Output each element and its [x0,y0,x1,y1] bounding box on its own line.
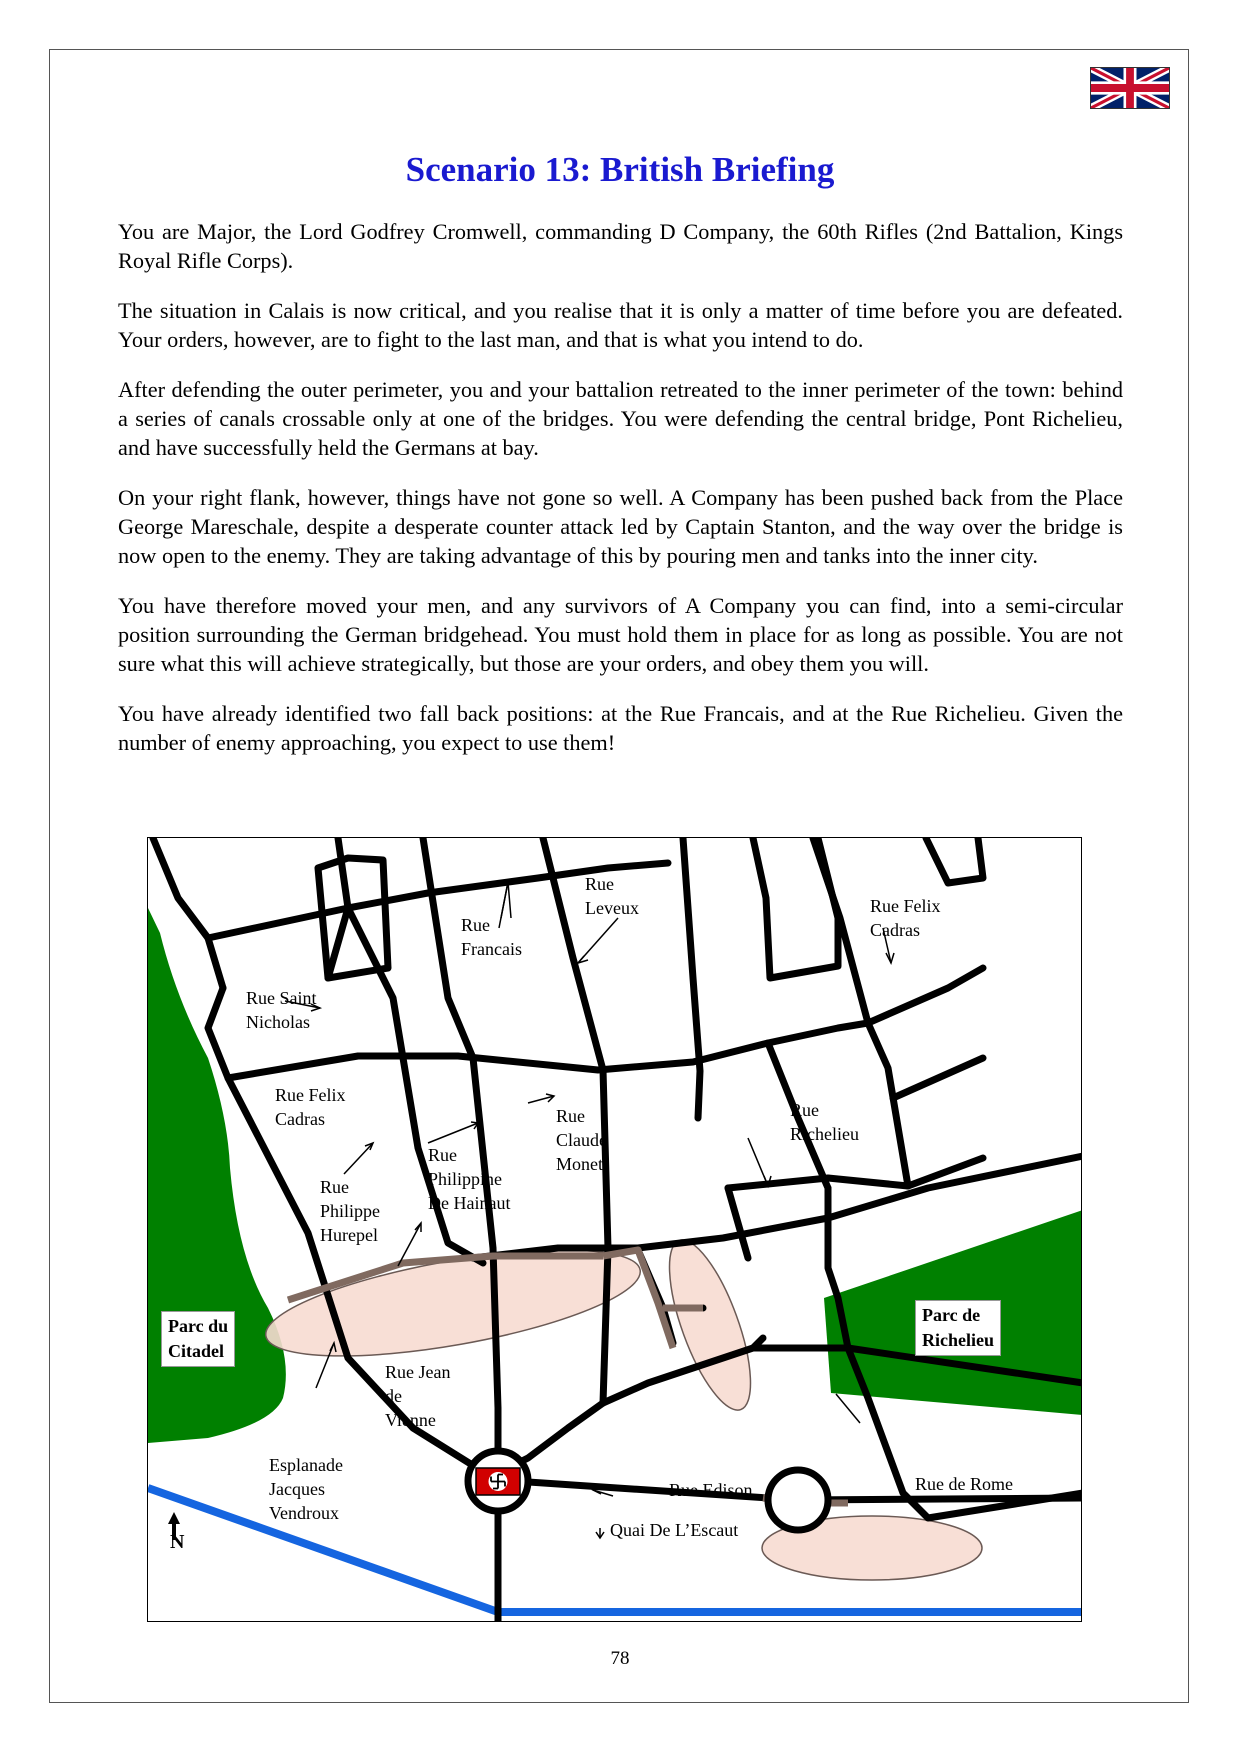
map-label-rue-philippe-hurepel: Rue Philippe Hurepel [320,1177,381,1245]
page-number: 78 [610,1648,630,1669]
map-label-rue-philippine-de-hainaut: Rue Philippine De Hainaut [428,1145,511,1213]
swastika-flag-marker-icon [476,1468,520,1495]
map-label-rue-edison: Rue Edison [669,1480,753,1500]
map-label-rue-felix-cadras-ne: Rue Felix Cadras [870,896,941,940]
map-label-esplanade-jacques-vendroux: Esplanade Jacques Vendroux [269,1455,343,1523]
roundabout-east [768,1470,828,1530]
briefing-paragraph: You are Major, the Lord Godfrey Cromwell, commanding D Company, the 60th Rifles (2nd Battalion, Kings Royal Rifle Corps). [118,219,1123,273]
map-label-rue-francais: Rue Francais [461,915,522,959]
map-label-rue-leveux: Rue Leveux [585,874,639,918]
union-jack-flag-icon [1090,67,1170,109]
briefing-text [118,217,1123,778]
briefing-paragraph: On your right flank, however, things have not gone so well. A Company has been pushed back from the Place George Mareschale, despite a desperate counter attack led by Captain Stanton, and the way over the bridge is now open to the enemy. They are taking advantage of this by pouring men and tanks into the inner city. [118,485,1123,568]
page-title: Scenario 13: British Briefing [405,150,835,189]
briefing-paragraph: After defending the outer perimeter, you and your battalion retreated to the inner perimeter of the town: behind a series of canals crossable only at one of the bridges. You were defending the central bridge, Pont Richelieu, and have successfully held the Germans at bay. [118,377,1123,460]
map-label-parc-du-citadel: Parc du Citadel [161,1311,235,1367]
map-label-rue-claude-monet: Rue Claude Monet [556,1106,607,1174]
briefing-paragraph: You have already identified two fall back positions: at the Rue Francais, and at the Rue Richelieu. Given the number of enemy approaching, you expect to use them! [118,701,1123,755]
map-label-rue-richelieu: Rue Richelieu [790,1100,859,1144]
map-label-quai-de-lescaut: Quai De L’Escaut [610,1520,739,1540]
map-label-parc-de-richelieu: Parc de Richelieu [915,1300,1001,1356]
map-label-rue-felix-cadras-w: Rue Felix Cadras [275,1085,346,1129]
north-label: N [170,1531,185,1553]
briefing-paragraph: You have therefore moved your men, and any survivors of A Company you can find, into a semi-circular position surrounding the German bridgehead. You must hold them in place for as long as possible. You are not sure what this will achieve strategically, but those are your orders, and obey them you will. [118,593,1123,676]
briefing-paragraph: The situation in Calais is now critical, and you realise that it is only a matter of time before you are defeated. Your orders, however, are to fight to the last man, and that is what you intend to do. [118,298,1123,352]
map-label-rue-saint-nicholas: Rue Saint Nicholas [246,988,317,1032]
map-label-rue-jean-de-vienne: Rue Jean de Vienne [385,1362,451,1430]
scenario-map [147,837,1082,1622]
map-label-rue-de-rome: Rue de Rome [915,1474,1013,1494]
